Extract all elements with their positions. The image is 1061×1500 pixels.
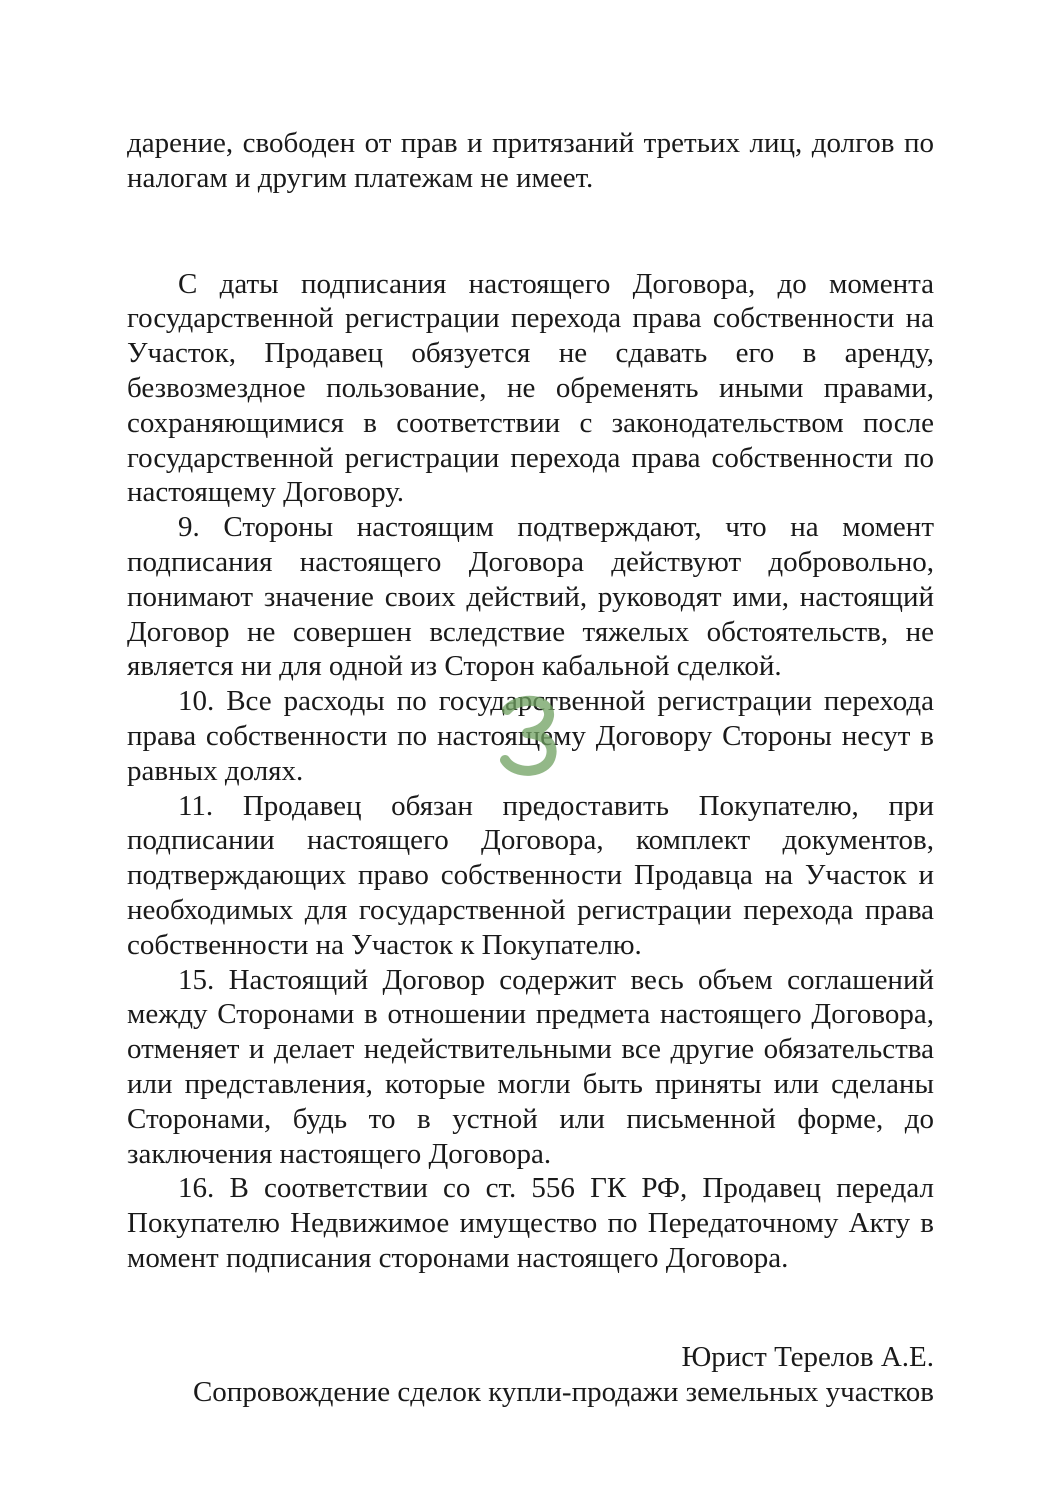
paragraph-encumbrance: С даты подписания настоящего Договора, до момента государственной регистрации перехода права собственности на Участок, Продавец обязуется не сдавать его в аренду, безвозмездное пользование, не обременять иными правами, сохраняющимися в соответствии с законодательством после государственной регистрации перехода права собственности по настоящему Договору. (127, 267, 934, 509)
paragraph-clause-10: 10. Все расходы по государственной регистрации перехода права собственности по настоящему Договору Стороны несут в равных долях. (127, 685, 934, 787)
paragraph-continuation: дарение, свободен от прав и притязаний третьих лиц, долгов по налогам и другим платежам не имеет. (127, 127, 934, 194)
document-body (127, 126, 934, 1276)
paragraph-clause-9: 9. Стороны настоящим подтверждают, что на момент подписания настоящего Договора действуют добровольно, понимают значение своих действий, руководят ими, настоящий Договор не совершен вследствие тяжелых обстоятельств, не является ни для одной из Сторон кабальной сделкой. (127, 511, 934, 683)
signature-name: Юрист Терелов А.Е. (681, 1341, 934, 1373)
signature-role: Сопровождение сделок купли-продажи земельных участков (192, 1376, 934, 1408)
paragraph-gap (127, 196, 934, 267)
paragraph-clause-11: 11. Продавец обязан предоставить Покупателю, при подписании настоящего Договора, комплект документов, подтверждающих право собственности Продавца на Участок и необходимых для государственной регистрации перехода права собственности на Участок к Покупателю. (127, 789, 934, 961)
paragraph-clause-15: 15. Настоящий Договор содержит весь объем соглашений между Сторонами в отношении предмета настоящего Договора, отменяет и делает недействительными все другие обязательства или представления, которые могли быть приняты или сделаны Сторонами, будь то в устной или письменной форме, до заключения настоящего Договора. (127, 963, 934, 1170)
paragraph-clause-16: 16. В соответствии со ст. 556 ГК РФ, Продавец передал Покупателю Недвижимое имущество по Передаточному Акту в момент подписания сторонами настоящего Договора. (127, 1172, 934, 1274)
